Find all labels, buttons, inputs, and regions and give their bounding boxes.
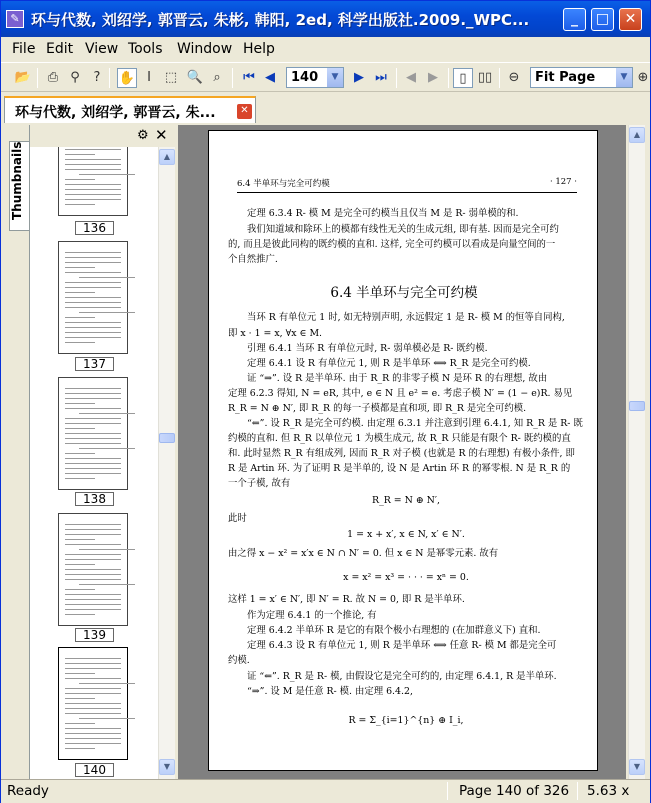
thumbnail-text-line bbox=[65, 184, 121, 185]
page-number-label: · 127 · bbox=[549, 177, 577, 187]
thumbnail-text-line bbox=[65, 398, 121, 399]
text-select-icon[interactable]: Ⅰ bbox=[147, 70, 151, 85]
page-number-value: 140 bbox=[291, 70, 319, 85]
scrollbar-thumb[interactable] bbox=[629, 401, 645, 411]
thumbnail-text-line bbox=[65, 569, 121, 570]
thumbnail-text-line bbox=[65, 743, 121, 744]
marquee-select-icon[interactable]: ⬚ bbox=[164, 70, 178, 85]
thumbnail-text-line bbox=[65, 433, 121, 434]
status-page-info: Page 140 of 326 bbox=[459, 783, 570, 799]
thumbnail-text-line bbox=[65, 678, 121, 679]
thumbnail-text-line bbox=[65, 703, 121, 704]
thumbnail-page-136[interactable] bbox=[58, 147, 128, 216]
thumbnail-text-line bbox=[65, 748, 95, 749]
thumbnail-text-line bbox=[65, 529, 121, 530]
zoom-region-icon[interactable]: ⌕ bbox=[213, 70, 221, 85]
thumbnail-text-line bbox=[65, 524, 121, 525]
thumbnail-text-line bbox=[65, 579, 121, 580]
thumbnail-text-line bbox=[65, 428, 95, 429]
next-page-icon[interactable]: ▶ bbox=[354, 70, 364, 85]
thumbnail-text-line bbox=[65, 332, 121, 333]
thumbnail-label-138: 138 bbox=[75, 492, 114, 506]
status-bar bbox=[1, 779, 650, 803]
page-text-line: 即 x · 1 = x, ∀x ∈ M. bbox=[228, 328, 323, 339]
thumbnail-text-line bbox=[65, 594, 121, 595]
thumbnail-text-line bbox=[65, 443, 121, 444]
thumbnail-page-137[interactable] bbox=[58, 241, 128, 354]
thumbnail-label-140: 140 bbox=[75, 763, 114, 777]
thumbnail-text-line bbox=[65, 423, 121, 424]
thumbnail-list[interactable] bbox=[30, 147, 158, 779]
page-text-line: 定理 6.3.4 R- 模 M 是完全可约模当且仅当 M 是 R- 弱单模的和. bbox=[247, 208, 519, 219]
page-text-line: 定理 6.4.2 半单环 R 是它的有限个极小右理想的 (在加群意义下) 直和. bbox=[247, 625, 541, 636]
thumbnail-text-line bbox=[65, 307, 121, 308]
app-icon[interactable]: ✎ bbox=[6, 10, 24, 28]
thumbnail-text-line bbox=[79, 718, 135, 719]
hand-tool-icon[interactable]: ✋ bbox=[117, 68, 137, 88]
thumbnail-text-line bbox=[65, 179, 95, 180]
previous-page-icon[interactable]: ◀ bbox=[265, 70, 275, 85]
page-text-line: 的, 而且是彼此同构的既约模的直和. 这样, 完全可约模可以看成是向量空间的一 bbox=[228, 239, 556, 250]
page-formula: R_R = N ⊕ N′, bbox=[372, 495, 440, 506]
thumbnail-text-line bbox=[65, 473, 121, 474]
thumbnail-text-line bbox=[79, 312, 135, 313]
find-icon[interactable]: ⚲ bbox=[70, 70, 80, 85]
page-formula: R = Σ_{i=1}^{n} ⊕ I_i, bbox=[348, 715, 464, 726]
thumbnail-text-line bbox=[65, 574, 121, 575]
thumbnail-page-139[interactable] bbox=[58, 513, 128, 626]
open-folder-icon[interactable]: 📂 bbox=[14, 70, 32, 85]
thumbnail-text-line bbox=[79, 549, 135, 550]
toolbar-separator bbox=[109, 68, 110, 88]
page-text-line: 当环 R 有单位元 1 时, 如无特别声明, 永远假定 1 是 R- 模 M 的恒等自同构, bbox=[247, 312, 565, 323]
last-page-icon[interactable]: ⏭ bbox=[375, 70, 387, 85]
back-icon[interactable]: ◀ bbox=[406, 70, 416, 85]
help-icon[interactable]: ? bbox=[93, 70, 101, 85]
toolbar-separator bbox=[448, 68, 449, 88]
thumbnail-text-line bbox=[65, 337, 121, 338]
status-page-size: 5.63 x bbox=[587, 783, 630, 799]
thumbnail-text-line bbox=[65, 418, 121, 419]
thumbnail-text-line bbox=[65, 302, 121, 303]
close-tab-icon[interactable]: ✕ bbox=[237, 104, 252, 119]
thumbnail-text-line bbox=[65, 609, 121, 610]
thumbnail-text-line bbox=[65, 403, 95, 404]
page-text-line: 个自然推广. bbox=[228, 254, 278, 265]
thumbnail-page-140[interactable] bbox=[58, 647, 128, 760]
page-text-line: 由之得 x − x² = x′x ∈ N ∩ N′ = 0. 但 x ∈ N 是幂零元素. 故有 bbox=[228, 548, 499, 559]
thumbnails-panel bbox=[29, 125, 175, 779]
thumbnail-text-line bbox=[65, 297, 121, 298]
thumbnails-scrollbar[interactable] bbox=[158, 147, 175, 779]
forward-icon[interactable]: ▶ bbox=[428, 70, 438, 85]
maximize-button[interactable]: □ bbox=[591, 8, 614, 31]
page-text-line: 定理 6.4.3 设 R 有单位元 1, 则 R 是半单环 ⟺ 任意 R- 模 M 都是完全可 bbox=[247, 640, 557, 651]
page-text-line: 和. 此时显然 R_R 有组成列, 因而 R_R 对子模 (也就是 R 的右理想) 有极小条件, 即 bbox=[228, 448, 575, 459]
scroll-up-icon[interactable]: ▲ bbox=[629, 127, 645, 143]
thumbnail-text-line bbox=[65, 453, 95, 454]
scroll-down-icon[interactable]: ▼ bbox=[629, 759, 645, 775]
thumbnail-text-line bbox=[65, 194, 121, 195]
window-title: 环与代数, 刘绍学, 郭晋云, 朱彬, 韩阳, 2ed, 科学出版社.2009._WPC... bbox=[31, 11, 530, 29]
thumbnail-text-line bbox=[65, 663, 121, 664]
thumbnail-text-line bbox=[65, 164, 121, 165]
thumbnail-text-line bbox=[65, 257, 121, 258]
thumbnail-text-line bbox=[65, 267, 95, 268]
toolbar-separator bbox=[37, 68, 38, 88]
page-text-line: 引理 6.4.1 当环 R 有单位元时, R- 弱单模必是 R- 既约模. bbox=[247, 343, 488, 354]
page-text-line: 这样 1 = x′ ∈ N′, 即 N′ = R. 故 N = 0, 即 R 是半单环. bbox=[228, 594, 465, 605]
menu-view[interactable]: View bbox=[85, 41, 119, 57]
zoom-icon[interactable]: 🔍 bbox=[186, 70, 204, 85]
thumbnail-text-line bbox=[65, 599, 121, 600]
thumbnail-text-line bbox=[65, 204, 95, 205]
facing-pages-icon[interactable]: ▯▯ bbox=[477, 70, 493, 85]
document-tab[interactable] bbox=[4, 96, 256, 123]
document-tab-label: 环与代数, 刘绍学, 郭晋云, 朱... bbox=[15, 105, 216, 121]
thumbnail-text-line bbox=[65, 159, 121, 160]
page-text-line: “⇐”. 设 R_R 是完全可约模. 由定理 6.3.1 并注意到引理 6.4.1, 知 R_R 是 R- 既 bbox=[247, 418, 583, 429]
thumbnail-text-line bbox=[65, 738, 121, 739]
thumbnail-text-line bbox=[65, 262, 121, 263]
scroll-down-icon[interactable]: ▼ bbox=[159, 759, 175, 775]
thumbnail-text-line bbox=[79, 413, 135, 414]
thumbnail-text-line bbox=[65, 292, 95, 293]
thumbnail-text-line bbox=[79, 683, 135, 684]
thumbnail-label-139: 139 bbox=[75, 628, 114, 642]
thumbnail-text-line bbox=[65, 478, 95, 479]
page-text-line: 此时 bbox=[228, 513, 247, 524]
page-text-line: 定理 6.2.3 得知, N = eR, 其中, e ∈ N 且 e² = e. 考虑子模 N′ = (1 − e)R. 易见 bbox=[228, 388, 573, 399]
chevron-down-icon[interactable]: ▼ bbox=[327, 68, 343, 87]
document-viewer[interactable] bbox=[178, 125, 626, 779]
single-page-icon[interactable]: ▯ bbox=[453, 68, 473, 88]
thumbnail-text-line bbox=[65, 458, 121, 459]
toolbar-separator bbox=[396, 68, 397, 88]
thumbnail-text-line bbox=[65, 468, 121, 469]
zoom-in-icon[interactable]: ⊕ bbox=[637, 70, 649, 85]
zoom-value: Fit Page bbox=[535, 70, 596, 85]
page-text-line: R 是 Artin 环. 为了证明 R 是半单的, 设 N 是 Artin 环 R 的幂零根. N 是 R_R 的 bbox=[228, 463, 571, 474]
thumbnail-text-line bbox=[65, 658, 121, 659]
page-number-input[interactable] bbox=[286, 67, 344, 88]
thumbnail-text-line bbox=[65, 693, 121, 694]
thumbnail-text-line bbox=[65, 614, 95, 615]
thumbnail-text-line bbox=[79, 584, 135, 585]
pdf-page bbox=[208, 130, 598, 771]
menu-bar bbox=[1, 37, 650, 59]
page-formula: 1 = x + x′, x ∈ N, x′ ∈ N′. bbox=[347, 529, 465, 540]
gear-icon[interactable]: ⚙ bbox=[137, 128, 149, 143]
thumbnail-page-138[interactable] bbox=[58, 377, 128, 490]
thumbnail-text-line bbox=[65, 342, 95, 343]
thumbnail-label-136: 136 bbox=[75, 221, 114, 235]
toolbar bbox=[1, 62, 650, 92]
tab-thumbnails-label: Thumbnails bbox=[10, 141, 24, 220]
thumbnail-text-line bbox=[65, 534, 121, 535]
thumbnail-text-line bbox=[65, 438, 121, 439]
close-button[interactable]: ✕ bbox=[619, 8, 642, 31]
thumbnail-text-line bbox=[65, 272, 121, 273]
thumbnail-text-line bbox=[65, 733, 121, 734]
page-text-line: R_R = N ⊕ N′, 即 R_R 的每一子模都是直和项, 即 R_R 是完全可约模. bbox=[228, 403, 527, 414]
thumbnail-text-line bbox=[65, 604, 121, 605]
thumbnail-text-line bbox=[65, 668, 121, 669]
scrollbar-thumb[interactable] bbox=[159, 433, 175, 443]
tab-thumbnails[interactable] bbox=[9, 141, 29, 231]
thumbnail-text-line bbox=[65, 463, 121, 464]
scroll-up-icon[interactable]: ▲ bbox=[159, 149, 175, 165]
thumbnail-text-line bbox=[65, 149, 121, 150]
status-separator bbox=[447, 782, 448, 800]
thumbnail-text-line bbox=[65, 589, 95, 590]
menu-edit[interactable]: Edit bbox=[46, 41, 74, 57]
thumbnails-panel-header bbox=[30, 125, 175, 147]
thumbnail-text-line bbox=[65, 554, 121, 555]
menu-file[interactable]: File bbox=[12, 41, 36, 57]
running-head bbox=[237, 177, 577, 193]
thumbnail-text-line bbox=[65, 728, 121, 729]
thumbnail-text-line bbox=[65, 154, 95, 155]
thumbnail-text-line bbox=[65, 539, 95, 540]
page-text-line: 证 “⇐”. R_R 是 R- 模, 由假设它是完全可约的, 由定理 6.4.1, R 是半单环. bbox=[247, 671, 557, 682]
chevron-down-icon[interactable]: ▼ bbox=[616, 68, 632, 87]
page-text-line: 证 “⇒”. 设 R 是半单环. 由于 R_R 的非零子模 N 是环 R 的右理想, 故由 bbox=[247, 373, 548, 384]
page-text-line: 约模. bbox=[228, 655, 250, 666]
thumbnail-text-line bbox=[65, 282, 121, 283]
thumbnail-label-137: 137 bbox=[75, 357, 114, 371]
first-page-icon[interactable]: ⏮ bbox=[243, 70, 255, 85]
thumbnail-text-line bbox=[65, 322, 121, 323]
thumbnail-text-line bbox=[65, 698, 95, 699]
thumbnail-text-line bbox=[65, 393, 121, 394]
page-text-line: 约模的直和. 但 R_R 以单位元 1 为模生成元, 故 R_R 只能是有限个 R- 既约模的直 bbox=[228, 433, 571, 444]
thumbnail-text-line bbox=[65, 317, 95, 318]
minimize-button[interactable]: _ bbox=[563, 8, 586, 31]
zoom-select[interactable] bbox=[530, 67, 633, 88]
thumbnail-text-line bbox=[65, 327, 121, 328]
thumbnail-text-line bbox=[65, 169, 121, 170]
toolbar-separator bbox=[499, 68, 500, 88]
thumbnail-text-line bbox=[65, 688, 121, 689]
thumbnail-text-line bbox=[65, 713, 121, 714]
thumbnail-text-line bbox=[65, 723, 95, 724]
menu-window[interactable]: Window bbox=[177, 41, 233, 57]
thumbnail-text-line bbox=[65, 287, 121, 288]
toolbar-separator bbox=[232, 68, 233, 88]
thumbnail-text-line bbox=[65, 544, 121, 545]
running-head-title: 6.4 半单环与完全可约模 bbox=[237, 179, 330, 189]
zoom-out-icon[interactable]: ⊖ bbox=[508, 70, 520, 85]
page-formula: x = x² = x³ = · · · = xⁿ = 0. bbox=[343, 572, 469, 583]
thumbnail-text-line bbox=[79, 448, 135, 449]
status-separator bbox=[577, 782, 578, 800]
thumbnail-text-line bbox=[65, 189, 121, 190]
thumbnail-text-line bbox=[79, 174, 135, 175]
thumbnail-text-line bbox=[65, 388, 121, 389]
menu-help[interactable]: Help bbox=[243, 41, 275, 57]
menu-tools[interactable]: Tools bbox=[128, 41, 163, 57]
thumbnail-text-line bbox=[65, 708, 121, 709]
print-icon[interactable]: ⎙ bbox=[47, 70, 59, 85]
document-scrollbar[interactable] bbox=[628, 125, 645, 779]
page-text-line: “⇒”. 设 M 是任意 R- 模. 由定理 6.4.2, bbox=[247, 686, 413, 697]
document-tab-strip bbox=[1, 93, 650, 123]
status-text: Ready bbox=[7, 783, 49, 799]
page-text-line: 我们知道域和除环上的模都有线性无关的生成元组, 即有基. 因而是完全可约 bbox=[247, 224, 559, 235]
section-title: 6.4 半单环与完全可约模 bbox=[330, 285, 478, 301]
thumbnail-text-line bbox=[65, 564, 95, 565]
thumbnail-text-line bbox=[65, 673, 95, 674]
thumbnail-text-line bbox=[65, 199, 121, 200]
thumbnail-text-line bbox=[65, 252, 121, 253]
title-bar[interactable] bbox=[1, 1, 650, 37]
page-text-line: 一个子模, 故有 bbox=[228, 478, 291, 489]
close-icon[interactable]: ✕ bbox=[155, 126, 168, 144]
page-text-line: 作为定理 6.4.1 的一个推论, 有 bbox=[247, 610, 377, 621]
thumbnail-text-line bbox=[65, 559, 121, 560]
thumbnail-text-line bbox=[79, 277, 135, 278]
page-text-line: 定理 6.4.1 设 R 有单位元 1, 则 R 是半单环 ⟺ R_R 是完全可约模. bbox=[247, 358, 531, 369]
thumbnail-text-line bbox=[65, 408, 121, 409]
